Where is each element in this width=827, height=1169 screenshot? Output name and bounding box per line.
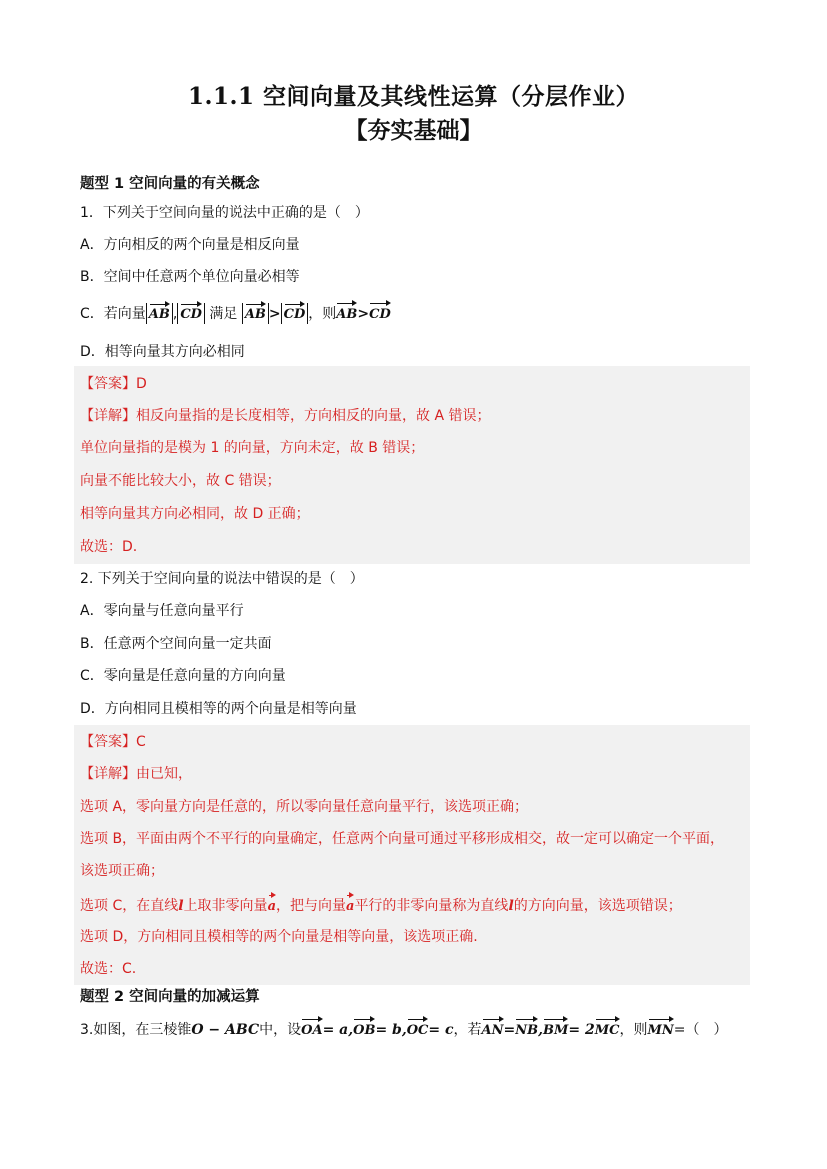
vector-mc: MC	[595, 1018, 620, 1041]
q3-part: 3.如图，在三棱锥	[80, 1022, 192, 1038]
vector-ab-3: AB	[336, 302, 357, 325]
vector-bm: BM	[543, 1018, 568, 1041]
detail-c-part: 选项 C，在直线	[80, 898, 179, 914]
vector-cd-3: CD	[369, 302, 391, 325]
comma: ,	[538, 1022, 543, 1038]
detail-c-part: 的方向向量，该选项错误；	[513, 898, 682, 914]
q1-stem: 1．下列关于空间向量的说法中正确的是（ ）	[80, 205, 369, 221]
q1-abs-cd-2	[281, 303, 309, 324]
q1-detail-2: 单位向量指的是模为 1 的向量，方向未定，故 B 错误；	[80, 440, 425, 456]
answer-value: D	[136, 376, 147, 392]
vector-nb: NB	[515, 1018, 538, 1041]
detail-text: 相反向量指的是长度相等，方向相反的向量，故 A 错误；	[136, 408, 491, 424]
q3-part: 中，设	[259, 1022, 302, 1038]
q1-detail-5: 故选：D.	[80, 539, 138, 555]
detail-text: 由已知，	[136, 766, 192, 782]
q1-detail-1	[80, 406, 490, 426]
eq-sign: =	[503, 1022, 516, 1038]
answer-label: 【答案】	[80, 734, 136, 750]
detail-c-part: ，把与向量	[276, 898, 346, 914]
q3-part: ，则	[619, 1022, 648, 1038]
q2-option-d: D．方向相同且模相等的两个向量是相等向量	[80, 701, 357, 717]
q1-gt-2: >	[357, 306, 370, 322]
vector-cd: CD	[180, 303, 202, 324]
q2-detail-a: 选项 A，零向量方向是任意的，所以零向量任意向量平行，该选项正确；	[80, 799, 529, 815]
q1-abs-ab	[146, 303, 173, 324]
q2-detail-intro	[80, 764, 192, 784]
vector-ob: OB	[353, 1018, 375, 1041]
q1-c-mid: 满足	[209, 306, 238, 322]
q1-c-prefix: C．若向量	[80, 306, 146, 322]
q1-option-b: B．空间中任意两个单位向量必相等	[80, 269, 300, 285]
detail-c-part: 平行的非零向量称为直线	[354, 898, 509, 914]
symbol-l: l	[178, 898, 184, 914]
q1-option-d: D．相等向量其方向必相同	[80, 344, 245, 360]
document-title: 1.1.1 空间向量及其线性运算（分层作业）	[187, 83, 640, 110]
vector-ab: AB	[149, 303, 170, 324]
detail-c-part: 上取非零向量	[183, 898, 268, 914]
eq-c: = c	[428, 1022, 454, 1038]
vector-oc: OC	[407, 1018, 429, 1041]
vector-ab-2: AB	[245, 303, 266, 324]
q1-detail-4: 相等向量其方向必相同，故 D 正确；	[80, 506, 310, 522]
q1-answer-box	[74, 366, 750, 564]
q1-c-then: ，则	[308, 306, 337, 322]
vector-an: AN	[482, 1018, 504, 1041]
detail-label: 【详解】	[80, 766, 136, 782]
answer-label: 【答案】	[80, 376, 136, 392]
q2-detail-c	[80, 894, 682, 917]
eq-b: = b,	[375, 1022, 407, 1038]
vector-a: a	[268, 894, 276, 917]
vector-mn: MN	[648, 1018, 674, 1041]
tetrahedron-label: O − ABC	[191, 1022, 260, 1038]
eq-a: = a,	[322, 1022, 354, 1038]
q1-answer	[80, 374, 147, 394]
q3-part: =（ ）	[673, 1022, 728, 1038]
q2-answer	[80, 732, 146, 752]
eq-two: = 2	[568, 1022, 595, 1038]
section-heading-2: 题型 2 空间向量的加减运算	[80, 989, 260, 1005]
vector-a-2: a	[346, 894, 354, 917]
detail-label: 【详解】	[80, 408, 136, 424]
q2-option-a: A．零向量与任意向量平行	[80, 603, 244, 619]
q2-stem: 2. 下列关于空间向量的说法中错误的是（ ）	[80, 571, 364, 587]
q1-detail-3: 向量不能比较大小，故 C 错误；	[80, 473, 281, 489]
q2-detail-b1: 选项 B，平面由两个不平行的向量确定，任意两个向量可通过平移形成相交，故一定可以确定一个平面，	[80, 831, 725, 847]
q2-option-b: B．任意两个空间向量一定共面	[80, 636, 272, 652]
document-subtitle: 【夯实基础】	[344, 117, 483, 144]
q1-option-a: A．方向相反的两个向量是相反向量	[80, 237, 300, 253]
symbol-l-2: l	[508, 898, 514, 914]
q2-option-c: C．零向量是任意向量的方向向量	[80, 668, 286, 684]
q1-option-c: C．若向量 AB , CD 满足 AB > CD ，则AB>CD	[80, 302, 391, 325]
vector-oa: OA	[301, 1018, 322, 1041]
q2-detail-b2: 该选项正确；	[80, 863, 164, 879]
q1-abs-cd	[177, 303, 205, 324]
q1-gt: >	[268, 306, 281, 322]
q3-stem	[80, 1018, 728, 1041]
section-heading-1: 题型 1 空间向量的有关概念	[80, 176, 260, 192]
vector-cd-2: CD	[284, 303, 306, 324]
q3-part: ，若	[453, 1022, 482, 1038]
q1-abs-ab-2	[242, 303, 269, 324]
q2-detail-d: 选项 D，方向相同且模相等的两个向量是相等向量，该选项正确.	[80, 929, 478, 945]
answer-value: C	[136, 734, 146, 750]
q2-detail-end: 故选：C.	[80, 961, 137, 977]
